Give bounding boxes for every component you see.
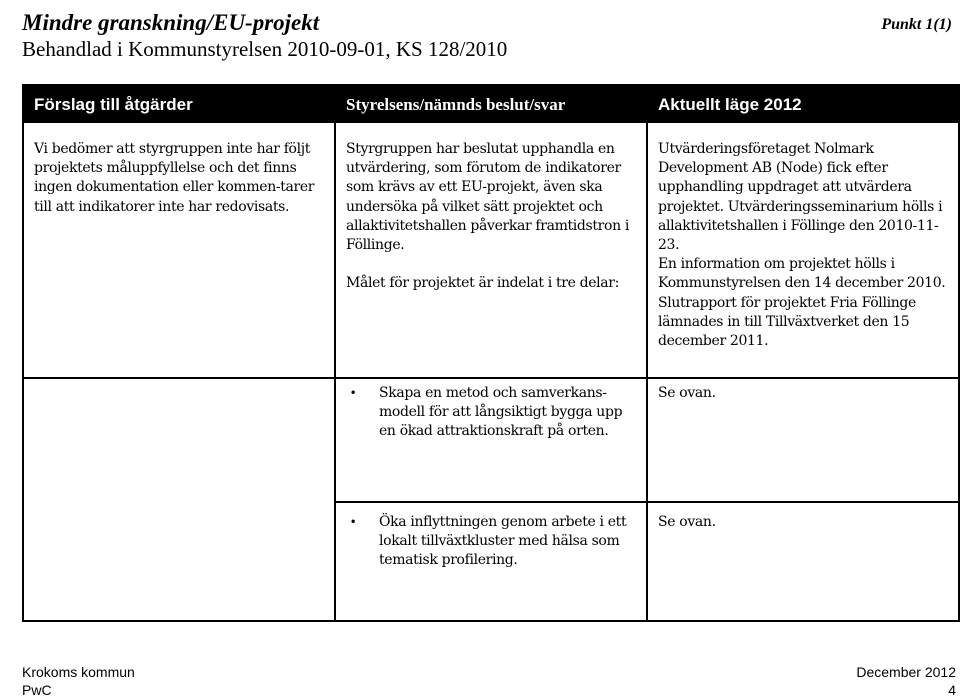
goal-status: Se ovan. — [658, 514, 716, 530]
doc-subtitle: Behandlad i Kommunstyrelsen 2010-09-01, KS 128/2010 — [22, 37, 508, 61]
status-paragraph: Slutrapport för projektet Fria Föllinge lämnades in till Tillväxtverket den 15 december 2011. — [658, 294, 916, 350]
footer-firm: PwC — [22, 682, 52, 698]
column-header-decision: Styrelsens/nämnds beslut/svar — [346, 95, 566, 114]
recommendation-text: Vi bedömer att styrgruppen inte har följt projektets måluppfyllelse och det finns ingen dokumentation eller kommen-tarer till att indikatorer inte har redovisats. — [34, 141, 315, 215]
findings-table — [22, 84, 960, 622]
goal-item: • Skapa en metod och samverkans-modell för att långsiktigt bygga upp en ökad attraktionskraft på orten. — [379, 384, 641, 442]
punkt-label: Punkt 1(1) — [881, 16, 952, 33]
column-header-status: Aktuellt läge 2012 — [658, 95, 802, 114]
status-paragraph: En information om projektet hölls i Kommunstyrelsen den 14 december 2010. — [658, 256, 946, 292]
column-header-actions: Förslag till åtgärder — [34, 95, 193, 114]
status-text — [658, 140, 956, 351]
board-decision-text: Styrgruppen har beslutat upphandla en utvärdering, som förutom de indikatorer som krävs av ett EU-projekt, även ska undersöka på vilket sätt projektet och allaktivitetshallen påverkar framtidstron i Föllinge. Målet för projektet är indelat i tre delar: — [346, 140, 642, 293]
page-number: 4 — [948, 682, 956, 698]
column-divider — [334, 123, 336, 620]
footer-org: Krokoms kommun — [22, 664, 135, 680]
status-paragraph: Utvärderingsföretaget Nolmark Development AB (Node) fick efter upphandling uppdraget att utvärdera projektet. Utvärderingsseminarium hölls i allaktivitetshallen i Föllinge den 2010-11-23. — [658, 141, 943, 254]
goal-intro: Målet för projektet är indelat i tre delar: — [346, 275, 619, 292]
doc-title: Mindre granskning/EU-projekt — [22, 10, 320, 35]
goal-status: Se ovan. — [658, 385, 716, 401]
bullet-icon: • — [349, 386, 357, 400]
table-header — [24, 86, 958, 123]
goal-item: • Öka inflyttningen genom arbete i ett lokalt tillväxtkluster med hälsa som tematisk profilering. — [379, 513, 641, 571]
row-divider — [334, 501, 958, 503]
column-divider — [646, 123, 648, 620]
footer-date: December 2012 — [856, 664, 956, 680]
bullet-icon: • — [349, 515, 357, 529]
row-divider — [24, 377, 958, 379]
